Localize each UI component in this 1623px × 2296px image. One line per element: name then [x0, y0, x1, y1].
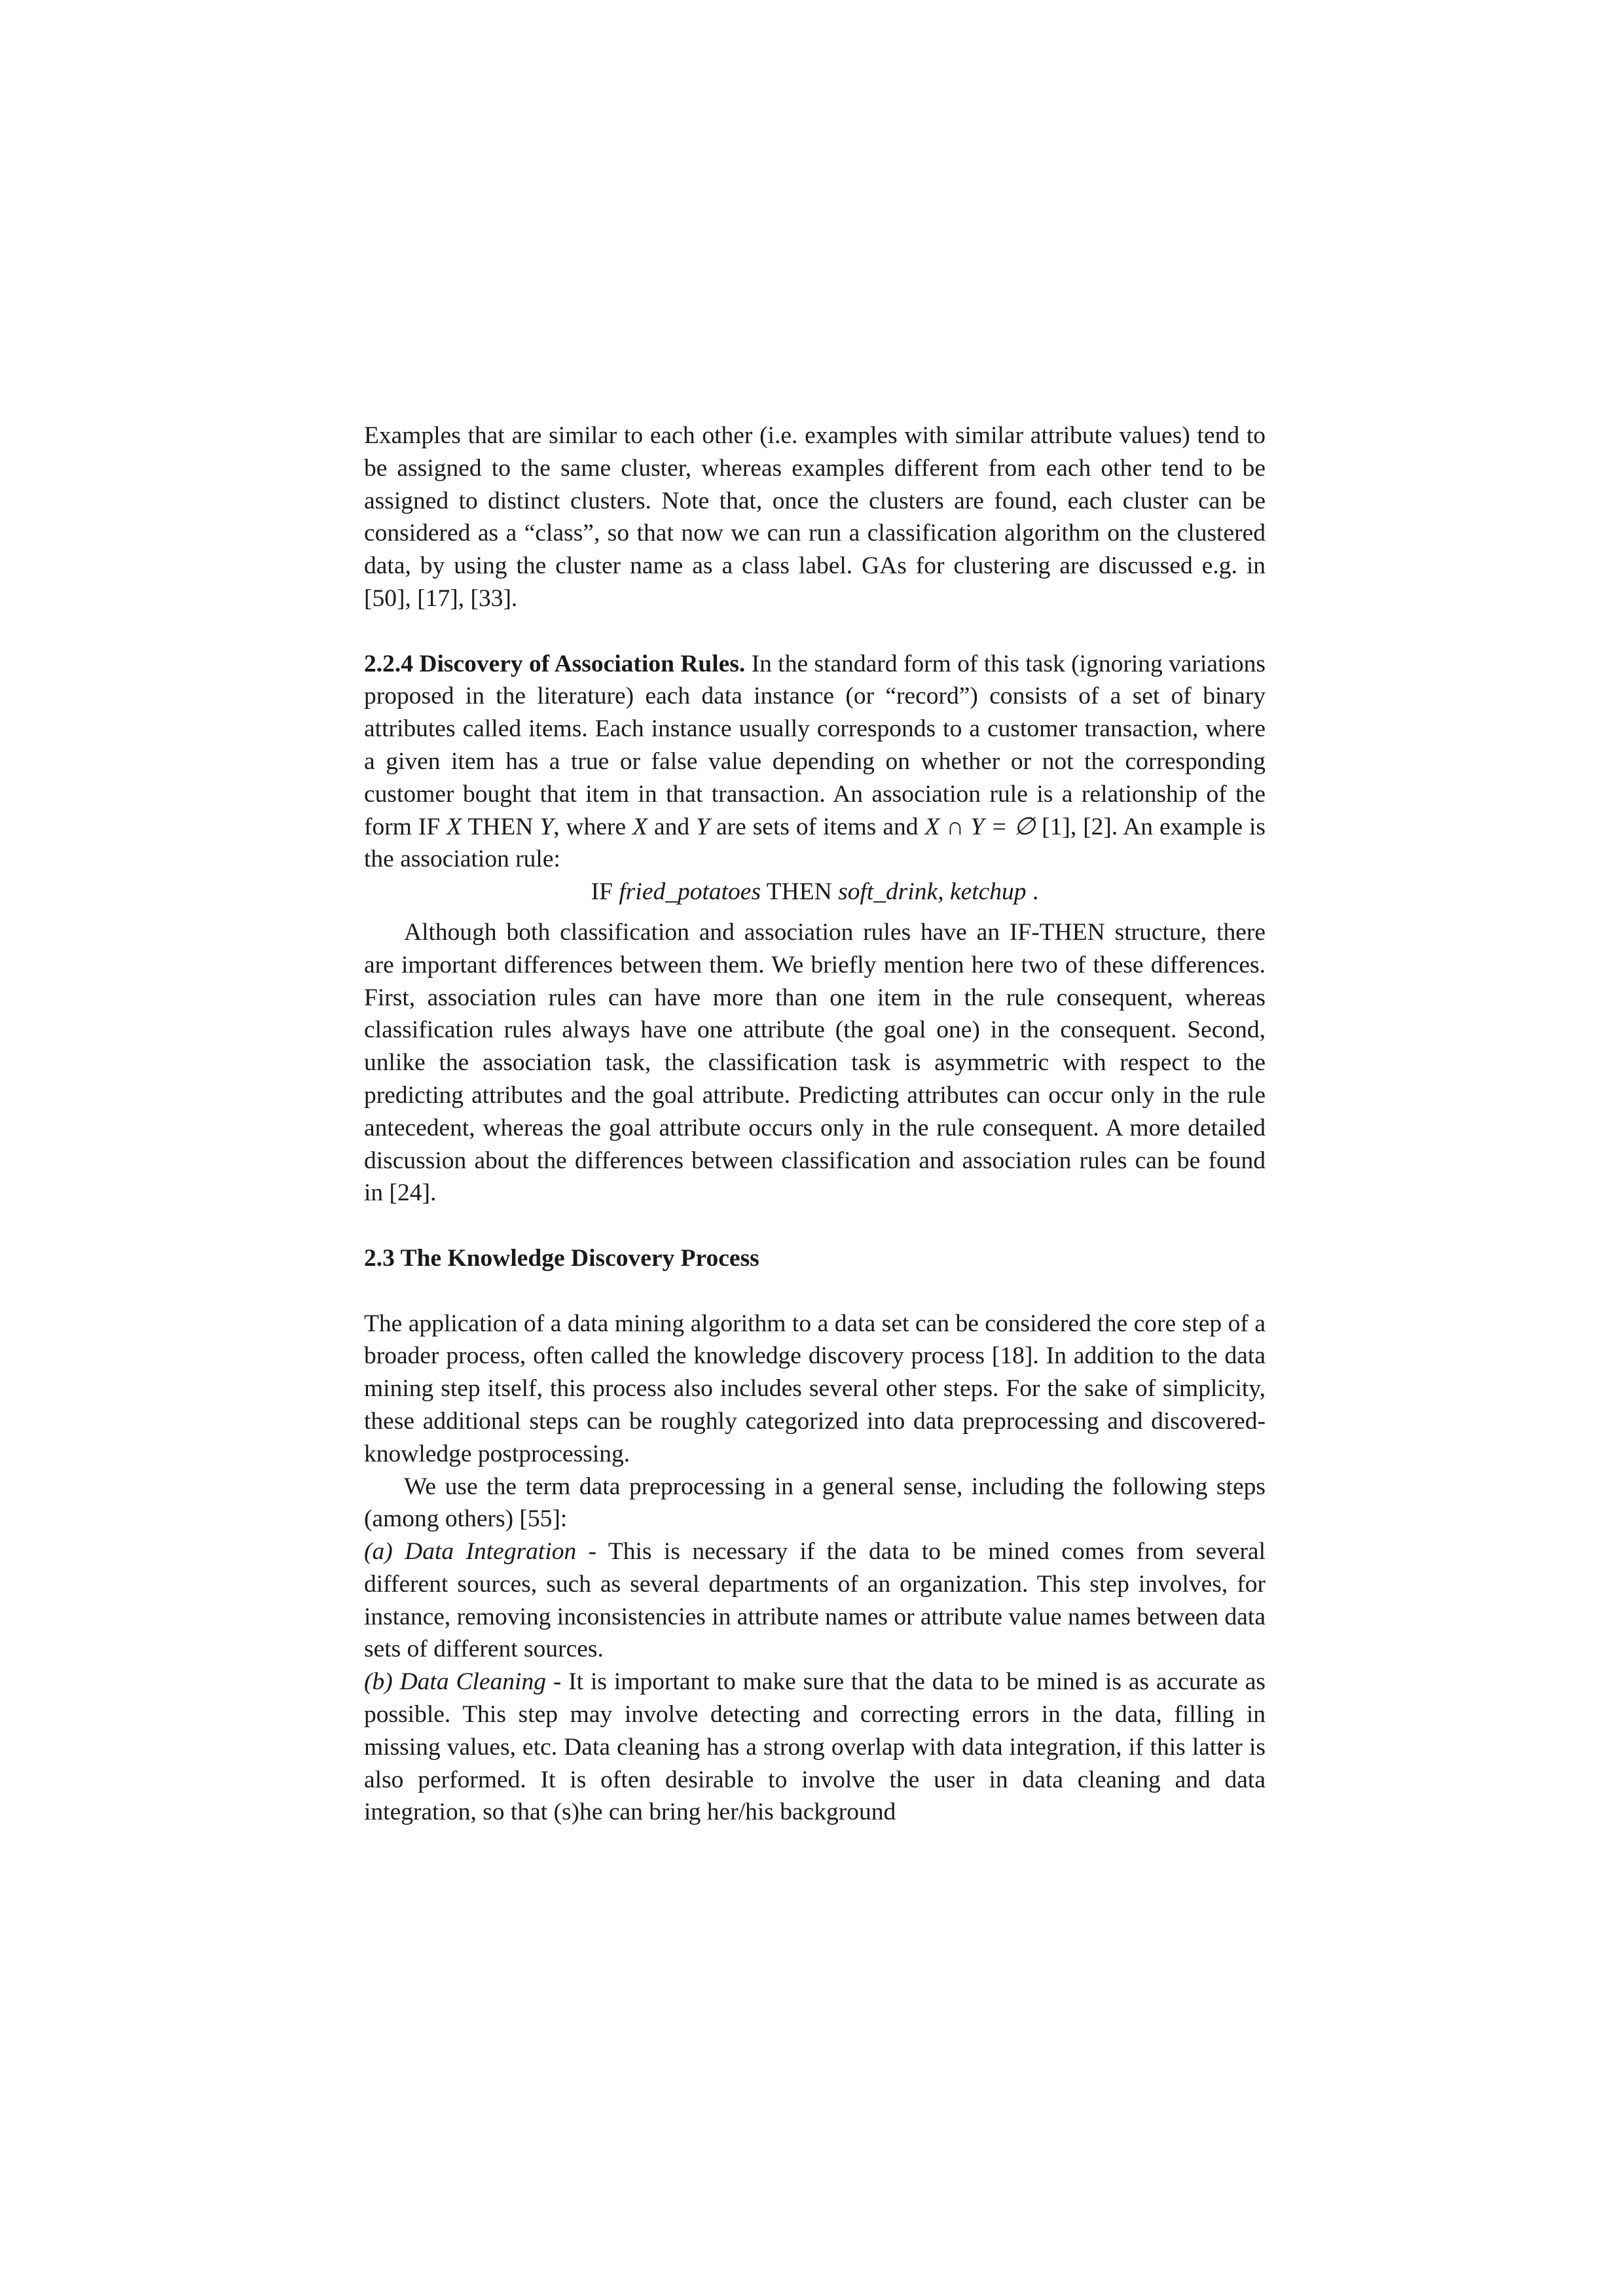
- rule-consequent: soft_drink, ketchup: [838, 878, 1027, 906]
- item-b-label: (b) Data Cleaning: [364, 1668, 546, 1696]
- intersection-formula: X ∩ Y = ∅: [924, 813, 1036, 840]
- refs-text: [1], [2]. An example is the association rule:: [364, 813, 1266, 873]
- section-2-2-4-heading: 2.2.4 Discovery of Association Rules.: [364, 650, 746, 677]
- spacer: [364, 1275, 1266, 1308]
- kdd-intro-paragraph: The application of a data mining algorithm to a data set can be considered the core step of a broader process, often called the knowledge discovery process [18]. In addition to the data mining step itself, this process also includes several other steps. For the sake of simplicity, these additional steps can be roughly categorized into data preprocessing and discovered-knowledge postprocessing.: [364, 1310, 1266, 1467]
- clustering-paragraph: Examples that are similar to each other (i.e. examples with similar attribute values) tend to be assigned to the same cluster, whereas examples different from each other tend to be assigned to distinct clusters. Note that, once the clusters are found, each cluster can be considered as a “class”, so that now we can run a classification algorithm on the clustered data, by using the cluster name as a class label. GAs for clustering are discussed e.g. in [50], [17], [33].: [364, 422, 1266, 612]
- rule-end: .: [1026, 878, 1039, 906]
- sets-text: are sets of items and: [710, 813, 925, 840]
- association-rules-paragraph: [364, 648, 1266, 876]
- preprocessing-paragraph: We use the term data preprocessing in a general sense, including the following steps (among others) [55]:: [364, 1473, 1266, 1533]
- association-intro-text: In the standard form of this task (ignoring variations proposed in the literature) each data instance (or “record”) consists of a set of binary attributes called items. Each instance usually corresponds to a customer transaction, where a given item has a true or false value depending on whether or not the corresponding customer bought that item in that transaction. An association rule is a relationship of the form IF: [364, 650, 1266, 840]
- and-word: and: [647, 813, 697, 840]
- var-x-2: X: [632, 813, 648, 840]
- var-x: X: [447, 813, 462, 840]
- rule-then: THEN: [761, 878, 839, 906]
- item-data-cleaning: [364, 1666, 1266, 1829]
- where-word: , where: [553, 813, 633, 840]
- example-rule: [364, 876, 1266, 908]
- text-block: [364, 420, 1266, 1829]
- item-a-text: - This is necessary if the data to be mined comes from several different sources, such as several departments of an organization. This step involves, for instance, removing inconsistencies in attribute names or attribute value names between data sets of different sources.: [364, 1538, 1266, 1663]
- rule-antecedent: fried_potatoes: [619, 878, 761, 906]
- var-y: Y: [539, 813, 554, 840]
- section-2-3-heading: 2.3 The Knowledge Discovery Process: [364, 1244, 759, 1272]
- item-a-label: (a) Data Integration: [364, 1538, 577, 1566]
- var-y-2: Y: [696, 813, 710, 840]
- item-b-text: - It is important to make sure that the data to be mined is as accurate as possible. This step may involve detecting and correcting errors in the data, filling in missing values, etc. Data cleaning has a strong overlap with data integration, if this latter is also performed. It is often desirable to involve the user in data cleaning and data integration, so that (s)he can bring her/his background: [364, 1668, 1266, 1826]
- rule-if: IF: [591, 878, 619, 906]
- spacer: [364, 615, 1266, 648]
- spacer: [364, 1210, 1266, 1242]
- item-data-integration: [364, 1535, 1266, 1666]
- differences-paragraph: Although both classification and association rules have an IF-THEN structure, there are important differences between them. We briefly mention here two of these differences. First, association rules can have more than one item in the rule consequent, whereas classification rules always have one attribute (the goal one) in the consequent. Second, unlike the association task, the classification task is asymmetric with respect to the predicting attributes and the goal attribute. Predicting attributes can occur only in the rule antecedent, whereas the goal attribute occurs only in the rule consequent. A more detailed discussion about the differences between classification and association rules can be found in [24].: [364, 918, 1266, 1207]
- then-word: THEN: [462, 813, 540, 840]
